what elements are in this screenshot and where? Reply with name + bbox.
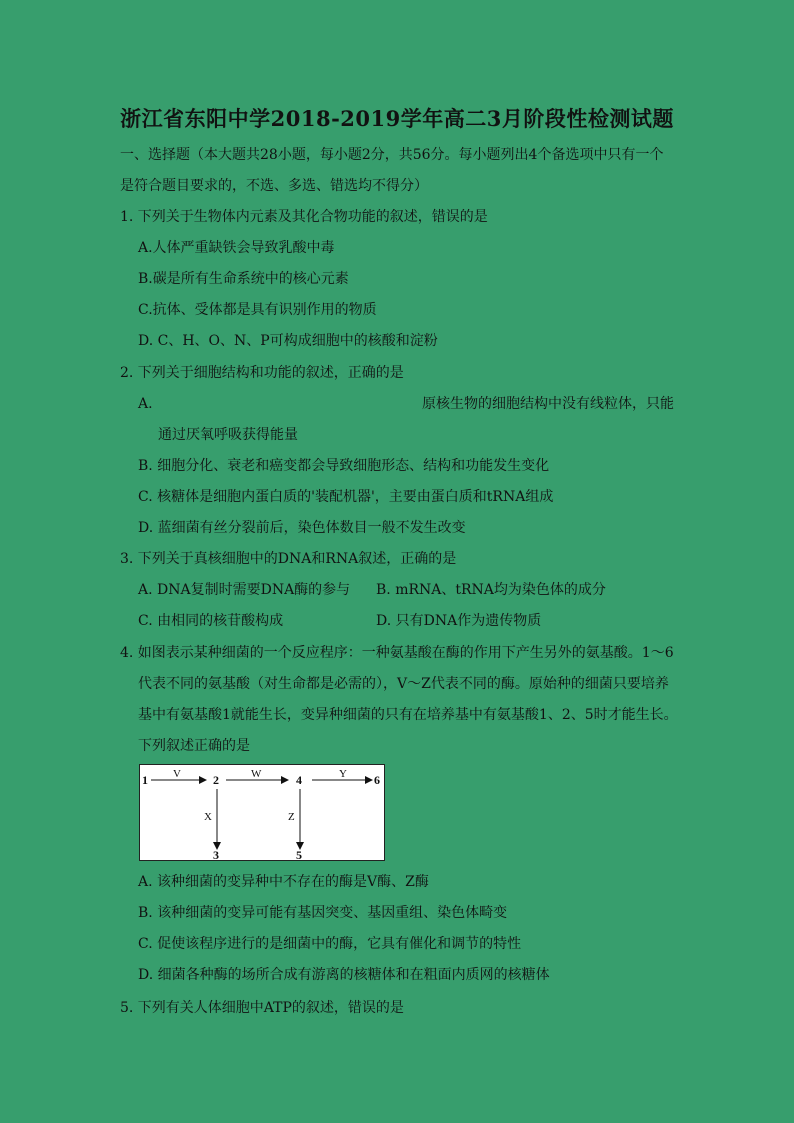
question-1-option-b: B.碳是所有生命系统中的核心元素	[138, 271, 349, 287]
question-2-stem: 2. 下列关于细胞结构和功能的叙述，正确的是	[120, 365, 404, 381]
node-amino-acid-5: 5	[296, 848, 302, 862]
enzyme-y-label: Y	[339, 768, 347, 780]
page-title: 浙江省东阳中学2018-2019学年高二3月阶段性检测试题	[120, 106, 674, 131]
node-amino-acid-1: 1	[142, 773, 148, 787]
question-3-option-c: C. 由相同的核苷酸构成	[138, 613, 284, 629]
question-4-option-c: C. 促使该程序进行的是细菌中的酶，它具有催化和调节的特性	[138, 936, 522, 952]
question-2-option-a-text: 原核生物的细胞结构中没有线粒体，只能	[422, 396, 674, 412]
enzyme-v-label: V	[173, 768, 181, 780]
reaction-pathway-svg	[140, 765, 386, 862]
question-4-stem-line-3: 基中有氨基酸1就能生长，变异种细菌的只有在培养基中有氨基酸1、2、5时才能生长。	[138, 707, 678, 723]
question-2-option-d: D. 蓝细菌有丝分裂前后，染色体数目一般不发生改变	[138, 520, 466, 536]
question-1-stem: 1. 下列关于生物体内元素及其化合物功能的叙述，错误的是	[120, 209, 488, 225]
node-amino-acid-4: 4	[296, 773, 302, 787]
node-amino-acid-3: 3	[213, 848, 219, 862]
question-2-option-c: C. 核糖体是细胞内蛋白质的'装配机器'，主要由蛋白质和tRNA组成	[138, 489, 554, 505]
question-2-option-a-label: A.	[138, 396, 153, 412]
question-2-option-a-continued: 通过厌氧呼吸获得能量	[158, 427, 298, 443]
reaction-pathway-diagram	[139, 764, 385, 861]
question-2-option-b: B. 细胞分化、衰老和癌变都会导致细胞形态、结构和功能发生变化	[138, 458, 550, 474]
question-1-option-c: C.抗体、受体都是具有识别作用的物质	[138, 302, 377, 318]
question-1-option-a: A.人体严重缺铁会导致乳酸中毒	[138, 240, 335, 256]
node-amino-acid-2: 2	[213, 773, 219, 787]
question-4-stem-line-1: 4. 如图表示某种细菌的一个反应程序：一种氨基酸在酶的作用下产生另外的氨基酸。1～6	[120, 645, 674, 661]
question-4-stem-line-2: 代表不同的氨基酸（对生命都是必需的），V～Z代表不同的酶。原始种的细菌只要培养	[138, 676, 669, 692]
question-3-option-d: D. 只有DNA作为遗传物质	[376, 613, 542, 629]
section-instructions-line-1: 一、选择题（本大题共28小题，每小题2分，共56分。每小题列出4个备选项中只有一个	[120, 147, 664, 163]
node-amino-acid-6: 6	[374, 773, 380, 787]
question-3-option-b: B. mRNA、tRNA均为染色体的成分	[376, 582, 606, 598]
question-4-option-d: D. 细菌各种酶的场所合成有游离的核糖体和在粗面内质网的核糖体	[138, 967, 550, 983]
enzyme-w-label: W	[251, 768, 262, 780]
question-3-stem: 3. 下列关于真核细胞中的DNA和RNA叙述，正确的是	[120, 551, 457, 567]
question-3-option-a: A. DNA复制时需要DNA酶的参与	[138, 582, 351, 598]
question-4-option-a: A. 该种细菌的变异种中不存在的酶是V酶、Z酶	[138, 874, 429, 890]
section-instructions-line-2: 是符合题目要求的，不选、多选、错选均不得分）	[120, 178, 428, 194]
question-5-stem: 5. 下列有关人体细胞中ATP的叙述，错误的是	[120, 1000, 404, 1016]
enzyme-z-label: Z	[288, 811, 295, 823]
question-4-stem-line-4: 下列叙述正确的是	[138, 738, 250, 754]
question-4-option-b: B. 该种细菌的变异可能有基因突变、基因重组、染色体畸变	[138, 905, 508, 921]
enzyme-x-label: X	[204, 811, 212, 823]
question-1-option-d: D. C、H、O、N、P可构成细胞中的核酸和淀粉	[138, 333, 438, 349]
